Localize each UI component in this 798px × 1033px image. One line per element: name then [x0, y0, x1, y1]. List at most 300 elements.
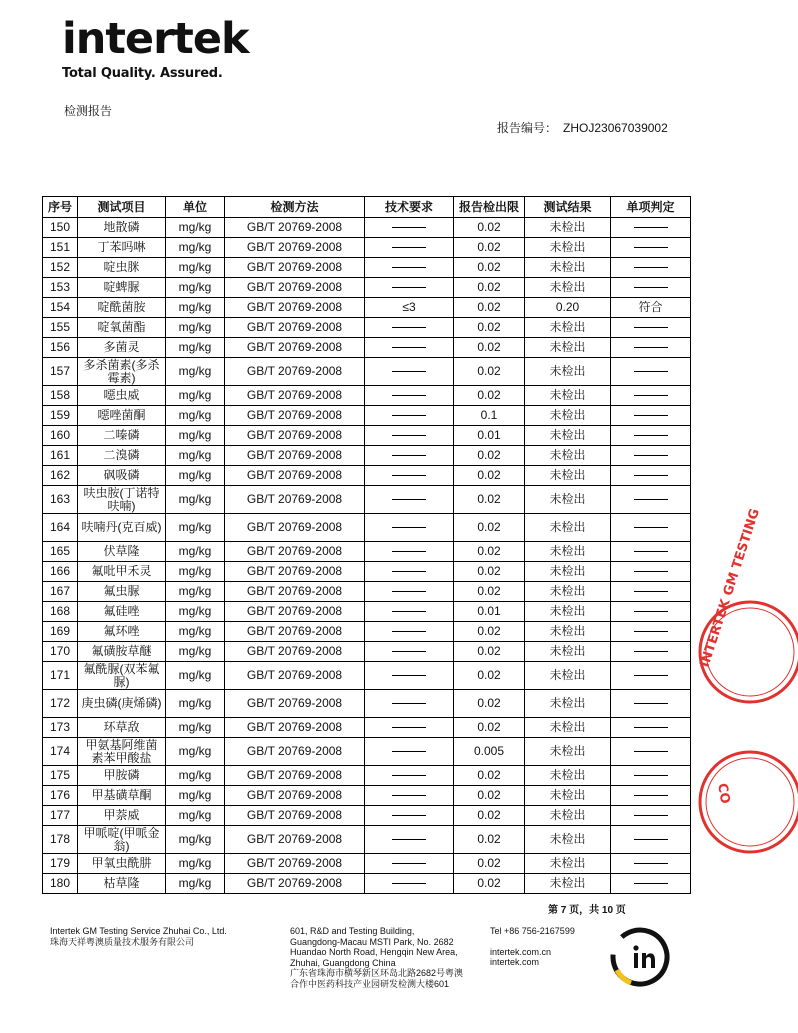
unit: mg/kg [166, 766, 225, 786]
unit: mg/kg [166, 278, 225, 298]
dash-placeholder [634, 267, 668, 268]
dash-placeholder [392, 435, 426, 436]
dash-placeholder [634, 883, 668, 884]
test-method: GB/T 20769-2008 [225, 854, 365, 874]
test-result: 未检出 [525, 806, 611, 826]
unit: mg/kg [166, 218, 225, 238]
dash-placeholder [634, 675, 668, 676]
table-row [43, 406, 691, 426]
dash-placeholder [634, 415, 668, 416]
requirement [365, 662, 454, 690]
table-row [43, 358, 691, 386]
judgement [611, 318, 691, 338]
dash-placeholder [634, 395, 668, 396]
row-number: 160 [43, 426, 78, 446]
row-number: 178 [43, 826, 78, 854]
row-number: 180 [43, 874, 78, 894]
detection-limit: 0.02 [454, 582, 525, 602]
test-method: GB/T 20769-2008 [225, 318, 365, 338]
row-number: 152 [43, 258, 78, 278]
dash-placeholder [634, 611, 668, 612]
dash-placeholder [634, 227, 668, 228]
test-result: 未检出 [525, 358, 611, 386]
dash-placeholder [392, 631, 426, 632]
table-row [43, 786, 691, 806]
unit: mg/kg [166, 642, 225, 662]
row-number: 151 [43, 238, 78, 258]
test-item: 多菌灵 [78, 338, 166, 358]
test-method: GB/T 20769-2008 [225, 258, 365, 278]
judgement [611, 642, 691, 662]
test-item: 多杀菌素(多杀霉素) [78, 358, 166, 386]
test-item: 砜吸磷 [78, 466, 166, 486]
requirement [365, 386, 454, 406]
table-row [43, 718, 691, 738]
row-number: 167 [43, 582, 78, 602]
address-line: 合作中医药科技产业园研发检测大楼601 [290, 978, 450, 989]
column-header: 检测方法 [225, 197, 365, 218]
dash-placeholder [392, 571, 426, 572]
test-item: 啶氧菌酯 [78, 318, 166, 338]
unit: mg/kg [166, 662, 225, 690]
detection-limit: 0.02 [454, 514, 525, 542]
test-method: GB/T 20769-2008 [225, 806, 365, 826]
dash-placeholder [392, 455, 426, 456]
judgement [611, 826, 691, 854]
dash-placeholder [392, 775, 426, 776]
test-item: 呋虫胺(丁诺特呋喃) [78, 486, 166, 514]
detection-limit: 0.02 [454, 854, 525, 874]
dash-placeholder [634, 455, 668, 456]
table-row [43, 218, 691, 238]
judgement [611, 406, 691, 426]
report-number [497, 119, 668, 136]
row-number: 179 [43, 854, 78, 874]
test-item: 甲胺磷 [78, 766, 166, 786]
table-row [43, 766, 691, 786]
detection-limit: 0.02 [454, 806, 525, 826]
row-number: 156 [43, 338, 78, 358]
dash-placeholder [634, 591, 668, 592]
column-header: 单位 [166, 197, 225, 218]
test-method: GB/T 20769-2008 [225, 718, 365, 738]
dash-placeholder [392, 591, 426, 592]
row-number: 164 [43, 514, 78, 542]
unit: mg/kg [166, 358, 225, 386]
dash-placeholder [634, 703, 668, 704]
test-item: 噁虫威 [78, 386, 166, 406]
test-result: 未检出 [525, 690, 611, 718]
row-number: 154 [43, 298, 78, 318]
dash-placeholder [634, 651, 668, 652]
dash-placeholder [634, 499, 668, 500]
test-item: 甲哌啶(甲哌金翁) [78, 826, 166, 854]
dash-placeholder [392, 751, 426, 752]
requirement [365, 218, 454, 238]
test-method: GB/T 20769-2008 [225, 786, 365, 806]
row-number: 174 [43, 738, 78, 766]
test-method: GB/T 20769-2008 [225, 514, 365, 542]
test-result: 未检出 [525, 466, 611, 486]
detection-limit: 0.005 [454, 738, 525, 766]
unit: mg/kg [166, 602, 225, 622]
dash-placeholder [392, 371, 426, 372]
test-result: 未检出 [525, 238, 611, 258]
address-line: Guangdong-Macau MSTI Park, No. 2682 [290, 936, 454, 947]
company-name-en: Intertek GM Testing Service Zhuhai Co., Ltd. [50, 926, 227, 936]
requirement [365, 338, 454, 358]
unit: mg/kg [166, 258, 225, 278]
stamp-text: CO [714, 782, 733, 805]
judgement [611, 786, 691, 806]
test-result: 未检出 [525, 582, 611, 602]
test-result: 0.20 [525, 298, 611, 318]
unit: mg/kg [166, 562, 225, 582]
test-method: GB/T 20769-2008 [225, 738, 365, 766]
detection-limit: 0.02 [454, 338, 525, 358]
test-method: GB/T 20769-2008 [225, 358, 365, 386]
test-item: 氟硅唑 [78, 602, 166, 622]
row-number: 172 [43, 690, 78, 718]
test-result: 未检出 [525, 662, 611, 690]
row-number: 175 [43, 766, 78, 786]
detection-limit: 0.02 [454, 386, 525, 406]
detection-limit: 0.01 [454, 602, 525, 622]
table-row [43, 690, 691, 718]
test-method: GB/T 20769-2008 [225, 238, 365, 258]
row-number: 159 [43, 406, 78, 426]
judgement [611, 486, 691, 514]
dash-placeholder [392, 703, 426, 704]
row-number: 162 [43, 466, 78, 486]
stamp-text: INTERTEK GM TESTING [697, 506, 764, 670]
column-header: 测试结果 [525, 197, 611, 218]
judgement [611, 278, 691, 298]
report-number-value: ZHOJ23067039002 [563, 121, 668, 135]
unit: mg/kg [166, 338, 225, 358]
dash-placeholder [392, 475, 426, 476]
unit: mg/kg [166, 466, 225, 486]
table-row [43, 826, 691, 854]
test-method: GB/T 20769-2008 [225, 466, 365, 486]
website-cn-link[interactable]: intertek.com.cn [490, 946, 552, 957]
row-number: 171 [43, 662, 78, 690]
requirement [365, 258, 454, 278]
detection-limit: 0.02 [454, 318, 525, 338]
judgement [611, 582, 691, 602]
unit: mg/kg [166, 406, 225, 426]
requirement [365, 426, 454, 446]
dash-placeholder [392, 499, 426, 500]
test-item: 氟吡甲禾灵 [78, 562, 166, 582]
requirement [365, 718, 454, 738]
requirement [365, 542, 454, 562]
unit: mg/kg [166, 874, 225, 894]
row-number: 161 [43, 446, 78, 466]
dash-placeholder [634, 839, 668, 840]
detection-limit: 0.02 [454, 358, 525, 386]
requirement [365, 622, 454, 642]
dash-placeholder [392, 651, 426, 652]
row-number: 169 [43, 622, 78, 642]
judgement [611, 718, 691, 738]
row-number: 150 [43, 218, 78, 238]
intertek-badge-icon [609, 926, 671, 988]
table-row [43, 318, 691, 338]
column-header: 测试项目 [78, 197, 166, 218]
dash-placeholder [392, 795, 426, 796]
test-method: GB/T 20769-2008 [225, 602, 365, 622]
table-row [43, 446, 691, 466]
dash-placeholder [392, 227, 426, 228]
table-row [43, 514, 691, 542]
test-result: 未检出 [525, 386, 611, 406]
test-result: 未检出 [525, 426, 611, 446]
judgement [611, 662, 691, 690]
test-result: 未检出 [525, 338, 611, 358]
test-item: 甲萘威 [78, 806, 166, 826]
test-method: GB/T 20769-2008 [225, 406, 365, 426]
table-row [43, 386, 691, 406]
test-item: 氟环唑 [78, 622, 166, 642]
test-item: 甲基磺草酮 [78, 786, 166, 806]
dash-placeholder [392, 347, 426, 348]
table-row [43, 642, 691, 662]
requirement [365, 690, 454, 718]
detection-limit: 0.02 [454, 298, 525, 318]
dash-placeholder [634, 551, 668, 552]
red-seal-stamp [688, 506, 764, 704]
dash-placeholder [634, 571, 668, 572]
dash-placeholder [392, 551, 426, 552]
test-result: 未检出 [525, 854, 611, 874]
test-method: GB/T 20769-2008 [225, 298, 365, 318]
detection-limit: 0.02 [454, 446, 525, 466]
unit: mg/kg [166, 854, 225, 874]
judgement [611, 238, 691, 258]
table-row [43, 562, 691, 582]
requirement [365, 238, 454, 258]
dash-placeholder [392, 267, 426, 268]
detection-limit: 0.02 [454, 486, 525, 514]
dash-placeholder [392, 287, 426, 288]
test-result: 未检出 [525, 258, 611, 278]
test-result: 未检出 [525, 718, 611, 738]
test-item: 甲氧虫酰肼 [78, 854, 166, 874]
table-body [43, 218, 691, 894]
test-method: GB/T 20769-2008 [225, 486, 365, 514]
table-row [43, 466, 691, 486]
detection-limit: 0.02 [454, 238, 525, 258]
judgement [611, 514, 691, 542]
test-result: 未检出 [525, 218, 611, 238]
report-number-label: 报告编号： [497, 121, 558, 135]
test-method: GB/T 20769-2008 [225, 278, 365, 298]
detection-limit: 0.02 [454, 786, 525, 806]
dash-placeholder [634, 287, 668, 288]
judgement: 符合 [611, 298, 691, 318]
dash-placeholder [634, 863, 668, 864]
test-result: 未检出 [525, 874, 611, 894]
test-method: GB/T 20769-2008 [225, 826, 365, 854]
unit: mg/kg [166, 298, 225, 318]
table-row [43, 622, 691, 642]
detection-limit: 0.01 [454, 426, 525, 446]
requirement [365, 514, 454, 542]
judgement [611, 358, 691, 386]
detection-limit: 0.02 [454, 826, 525, 854]
test-item: 枯草隆 [78, 874, 166, 894]
test-result: 未检出 [525, 446, 611, 466]
test-item: 氟酰脲(双苯氟脲) [78, 662, 166, 690]
dash-placeholder [392, 727, 426, 728]
requirement [365, 446, 454, 466]
unit: mg/kg [166, 426, 225, 446]
table-row [43, 602, 691, 622]
dash-placeholder [634, 775, 668, 776]
requirement [365, 602, 454, 622]
test-method: GB/T 20769-2008 [225, 662, 365, 690]
column-header: 技术要求 [365, 197, 454, 218]
dash-placeholder [634, 751, 668, 752]
detection-limit: 0.02 [454, 642, 525, 662]
test-item: 地散磷 [78, 218, 166, 238]
detection-limit: 0.02 [454, 690, 525, 718]
address-line: 广东省珠海市横琴新区环岛北路2682号粤澳 [290, 968, 464, 978]
dash-placeholder [634, 527, 668, 528]
requirement [365, 786, 454, 806]
requirement [365, 562, 454, 582]
detection-limit: 0.1 [454, 406, 525, 426]
test-method: GB/T 20769-2008 [225, 338, 365, 358]
requirement [365, 486, 454, 514]
table-row [43, 806, 691, 826]
table-row [43, 426, 691, 446]
dash-placeholder [392, 815, 426, 816]
address-line: 601, R&D and Testing Building, [290, 926, 415, 936]
unit: mg/kg [166, 486, 225, 514]
dash-placeholder [392, 247, 426, 248]
judgement [611, 766, 691, 786]
table-row [43, 278, 691, 298]
unit: mg/kg [166, 738, 225, 766]
row-number: 165 [43, 542, 78, 562]
test-result: 未检出 [525, 562, 611, 582]
unit: mg/kg [166, 238, 225, 258]
detection-limit: 0.02 [454, 562, 525, 582]
table-row [43, 854, 691, 874]
test-item: 啶虫脒 [78, 258, 166, 278]
requirement [365, 826, 454, 854]
row-number: 157 [43, 358, 78, 386]
results-table [42, 196, 691, 894]
test-method: GB/T 20769-2008 [225, 386, 365, 406]
column-header: 序号 [43, 197, 78, 218]
table-row [43, 874, 691, 894]
unit: mg/kg [166, 446, 225, 466]
test-method: GB/T 20769-2008 [225, 622, 365, 642]
test-result: 未检出 [525, 318, 611, 338]
requirement [365, 406, 454, 426]
row-number: 163 [43, 486, 78, 514]
test-item: 噁唑菌酮 [78, 406, 166, 426]
requirement [365, 358, 454, 386]
test-result: 未检出 [525, 826, 611, 854]
test-method: GB/T 20769-2008 [225, 446, 365, 466]
requirement [365, 466, 454, 486]
test-method: GB/T 20769-2008 [225, 562, 365, 582]
dash-placeholder [634, 815, 668, 816]
detection-limit: 0.02 [454, 622, 525, 642]
detection-limit: 0.02 [454, 662, 525, 690]
unit: mg/kg [166, 718, 225, 738]
website-link[interactable]: intertek.com [490, 957, 540, 967]
column-header: 单项判定 [611, 197, 691, 218]
unit: mg/kg [166, 826, 225, 854]
logo-wordmark: intertek [62, 14, 249, 64]
column-header: 报告检出限 [454, 197, 525, 218]
row-number: 170 [43, 642, 78, 662]
row-number: 177 [43, 806, 78, 826]
address-line: Huandao North Road, Hengqin New Area, [290, 947, 458, 957]
detection-limit: 0.02 [454, 542, 525, 562]
table-row [43, 486, 691, 514]
judgement [611, 738, 691, 766]
dash-placeholder [392, 527, 426, 528]
table-row [43, 238, 691, 258]
test-method: GB/T 20769-2008 [225, 542, 365, 562]
table-row [43, 258, 691, 278]
unit: mg/kg [166, 514, 225, 542]
test-item: 庚虫磷(庚烯磷) [78, 690, 166, 718]
judgement [611, 690, 691, 718]
judgement [611, 874, 691, 894]
test-result: 未检出 [525, 642, 611, 662]
detection-limit: 0.02 [454, 258, 525, 278]
judgement [611, 602, 691, 622]
row-number: 176 [43, 786, 78, 806]
dash-placeholder [634, 247, 668, 248]
unit: mg/kg [166, 806, 225, 826]
judgement [611, 542, 691, 562]
test-item: 啶蜱脲 [78, 278, 166, 298]
requirement [365, 874, 454, 894]
test-item: 丁苯吗啉 [78, 238, 166, 258]
intertek-logo [62, 14, 249, 81]
detection-limit: 0.02 [454, 718, 525, 738]
phone-number: Tel +86 756-2167599 [490, 926, 575, 936]
footer-address [290, 926, 463, 989]
test-result: 未检出 [525, 486, 611, 514]
detection-limit: 0.02 [454, 874, 525, 894]
dash-placeholder [392, 415, 426, 416]
judgement [611, 426, 691, 446]
test-method: GB/T 20769-2008 [225, 766, 365, 786]
red-seal-stamp-partial [688, 742, 748, 828]
dash-placeholder [634, 475, 668, 476]
judgement [611, 218, 691, 238]
logo-tagline: Total Quality. Assured. [62, 66, 223, 81]
detection-limit: 0.02 [454, 466, 525, 486]
detection-limit: 0.02 [454, 218, 525, 238]
test-result: 未检出 [525, 406, 611, 426]
judgement [611, 338, 691, 358]
test-result: 未检出 [525, 602, 611, 622]
test-item: 氟虫脲 [78, 582, 166, 602]
row-number: 153 [43, 278, 78, 298]
test-method: GB/T 20769-2008 [225, 582, 365, 602]
test-method: GB/T 20769-2008 [225, 426, 365, 446]
